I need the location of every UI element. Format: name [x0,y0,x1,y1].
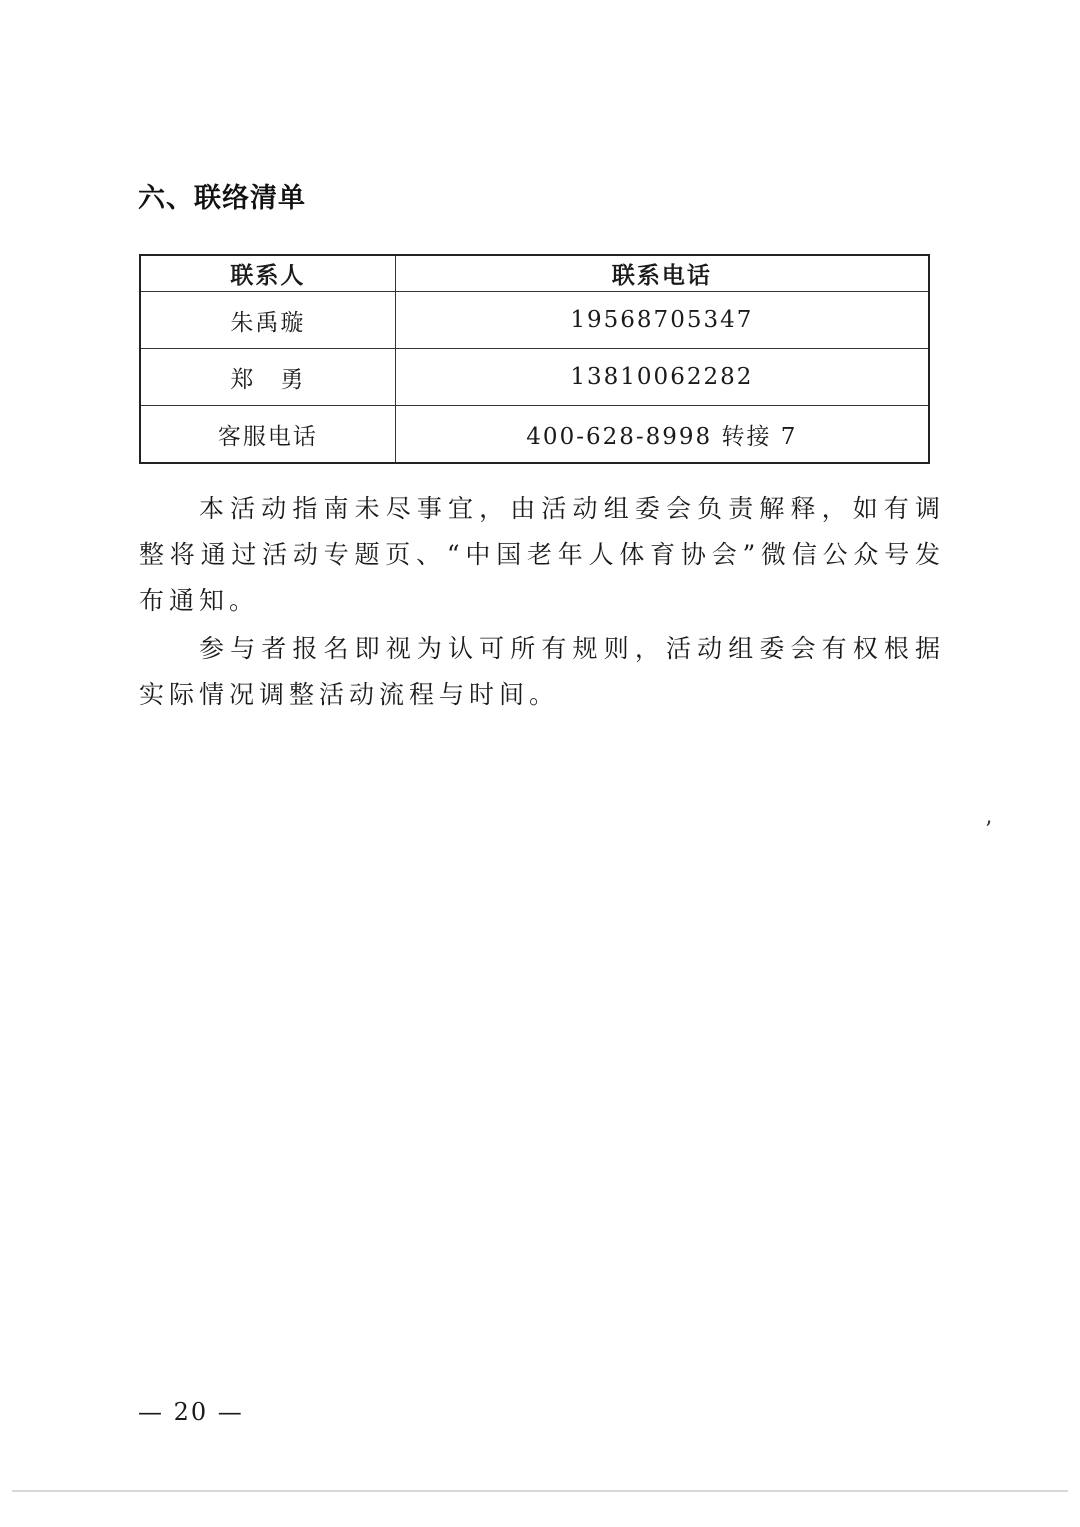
body-paragraph-explanation: 本活动指南未尽事宜，由活动组委会负责解释，如有调整将通过活动专题页、“中国老年人体育协会”微信公众号发布通知。 [139,494,945,615]
page-number: — 20 — [138,1398,244,1426]
table-row [140,292,929,349]
table-row [140,349,929,406]
contacts-table [139,254,930,464]
bottom-divider [12,1490,1068,1492]
contact-phone: 400-628-8998 转接 7 [395,406,929,464]
column-header-phone: 联系电话 [395,255,929,292]
stray-mark: ’ [985,818,992,843]
contact-name: 郑 勇 [140,349,395,406]
contact-phone: 19568705347 [395,292,929,349]
contact-name: 朱禹璇 [140,292,395,349]
table-row [140,406,929,464]
column-header-contact: 联系人 [140,255,395,292]
contact-phone: 13810062282 [395,349,929,406]
body-paragraph-rules: 参与者报名即视为认可所有规则，活动组委会有权根据实际情况调整活动流程与时间。 [139,634,945,709]
table-header-row [140,255,929,292]
contact-name: 客服电话 [140,406,395,464]
section-heading: 六、联络清单 [138,183,306,214]
